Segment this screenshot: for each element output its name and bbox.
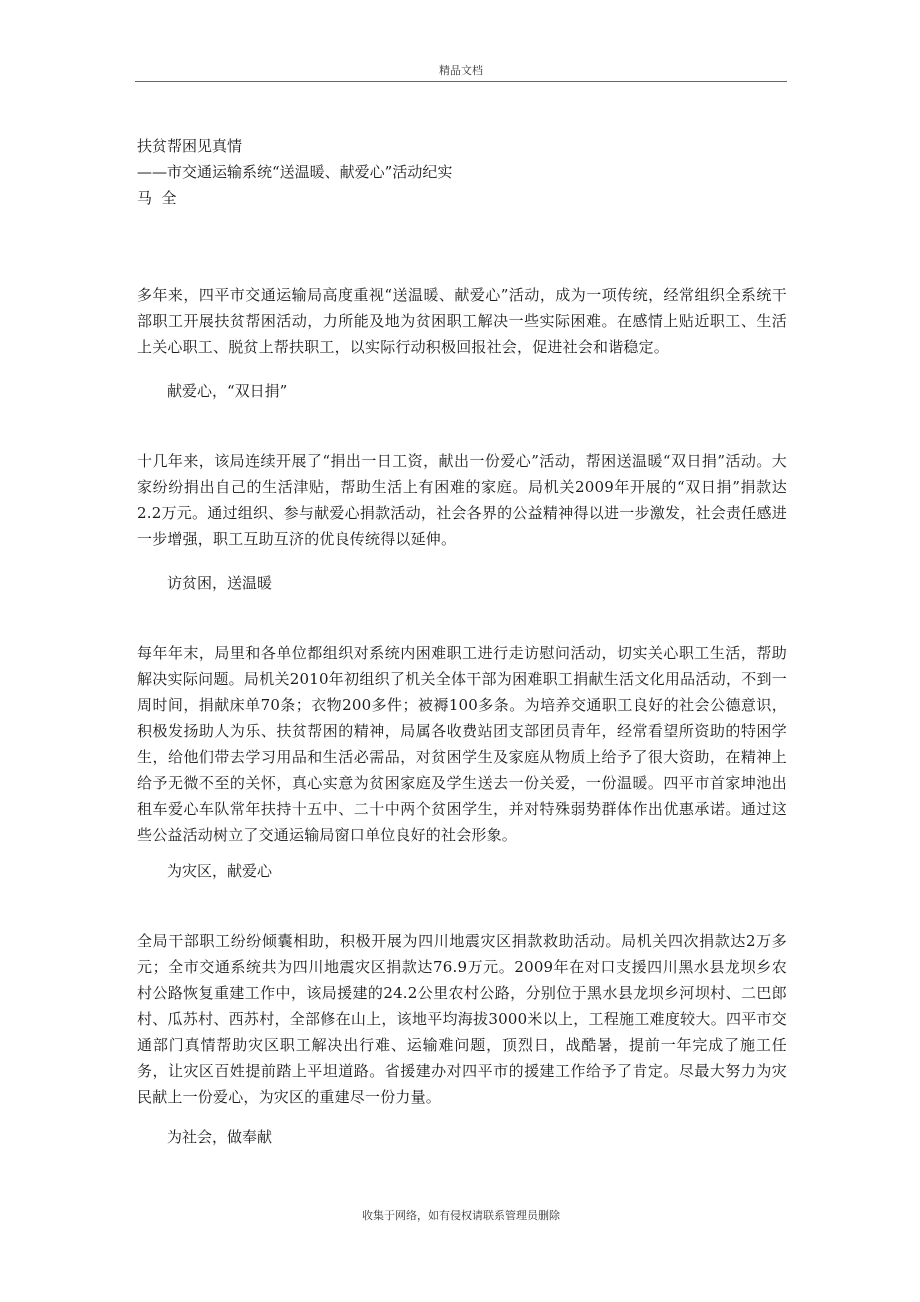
page-footer: 收集于网络，如有侵权请联系管理员删除 [362, 1209, 560, 1222]
section-heading-society: 为社会，做奉献 [167, 1128, 273, 1146]
title-block [137, 133, 787, 211]
section-heading-donation: 献爱心，“双日捐” [167, 382, 288, 400]
section-body-donation: 十几年来，该局连续开展了“捐出一日工资，献出一份爱心”活动，帮困送温暖“双日捐”活动。大家纷纷捐出自己的生活津贴，帮助生活上有困难的家庭。局机关2009年开展的“双日捐”捐款达2.2万元。通过组织、参与献爱心捐款活动，社会各界的公益精神得以进一步激发，社会责任感进一步增强，职工互助互济的优良传统得以延伸。 [137, 452, 787, 548]
section-body-visit: 每年年末，局里和各单位都组织对系统内困难职工进行走访慰问活动，切实关心职工生活，帮助解决实际问题。局机关2010年初组织了机关全体干部为困难职工捐献生活文化用品活动，不到一周时间，捐献床单70条；衣物200多件；被褥100多条。为培养交通职工良好的社会公德意识，积极发扬助人为乐、扶贫帮困的精神，局属各收费站团支部团员青年，经常看望所资助的特困学生，给他们带去学习用品和生活必需品，对贫困学生及家庭从物质上给予了很大资助，在精神上给予无微不至的关怀，真心实意为贫困家庭及学生送去一份关爱，一份温暖。四平市首家坤池出租车爱心车队常年扶持十五中、二十中两个贫困学生，并对特殊弱势群体作出优惠承诺。通过这些公益活动树立了交通运输局窗口单位良好的社会形象。 [137, 644, 787, 844]
page-header: 精品文档 [439, 64, 483, 77]
section-heading-disaster: 为灾区，献爱心 [167, 862, 273, 880]
section-heading-visit: 访贫困，送温暖 [167, 574, 273, 592]
article-author: 马 全 [137, 189, 177, 207]
intro-paragraph: 多年来，四平市交通运输局高度重视“送温暖、献爱心”活动，成为一项传统，经常组织全系统干部职工开展扶贫帮困活动，力所能及地为贫困职工解决一些实际困难。在感情上贴近职工、生活上关心职工、脱贫上帮扶职工，以实际行动积极回报社会，促进社会和谐稳定。 [137, 286, 787, 356]
article-subtitle: ——市交通运输系统“送温暖、献爱心”活动纪实 [137, 163, 453, 181]
article-title: 扶贫帮困见真情 [137, 137, 243, 155]
header-divider [135, 81, 787, 82]
section-body-disaster: 全局干部职工纷纷倾囊相助，积极开展为四川地震灾区捐款救助活动。局机关四次捐款达2万多元；全市交通系统共为四川地震灾区捐款达76.9万元。2009年在对口支援四川黑水县龙坝乡农村公路恢复重建工作中，该局援建的24.2公里农村公路，分别位于黑水县龙坝乡河坝村、二巴郎村、瓜苏村、西苏村，全部修在山上，该地平均海拔3000米以上，工程施工难度较大。四平市交通部门真情帮助灾区职工解决出行难、运输难问题，顶烈日，战酷暑，提前一年完成了施工任务，让灾区百姓提前踏上平坦道路。省援建办对四平市的援建工作给予了肯定。尽最大努力为灾民献上一份爱心，为灾区的重建尽一份力量。 [137, 932, 787, 1106]
